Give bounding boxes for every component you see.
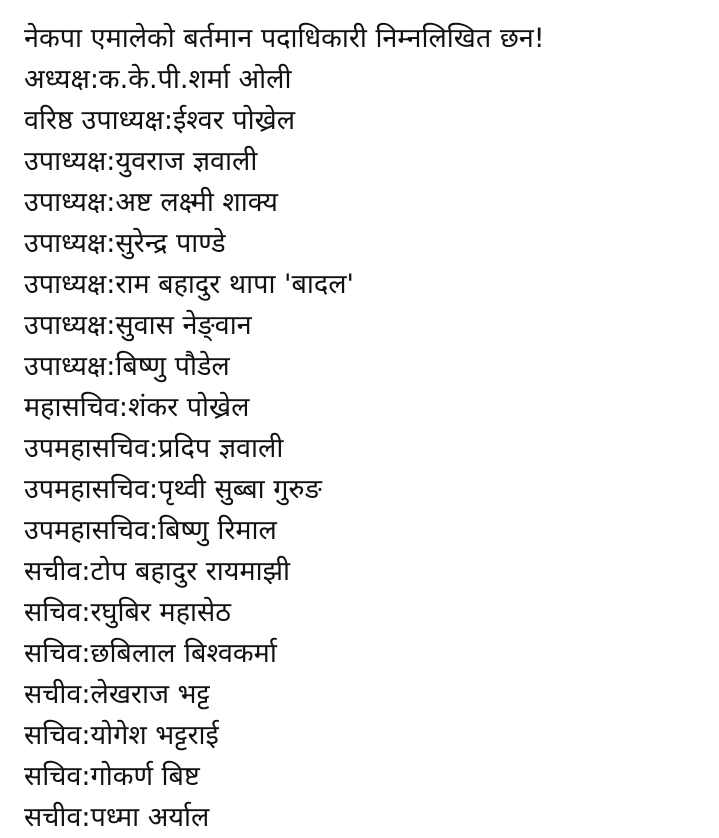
official-name: सुवास नेङ्वान — [115, 310, 252, 341]
official-role: सचीव — [24, 679, 82, 710]
official-entry — [24, 674, 704, 715]
official-entry — [24, 592, 704, 633]
official-entry — [24, 633, 704, 674]
role-name-separator: : — [106, 187, 116, 218]
role-name-separator: : — [149, 433, 159, 464]
official-role: सचीव — [24, 802, 82, 833]
role-name-separator: : — [81, 556, 91, 587]
official-entry — [24, 141, 704, 182]
official-entry — [24, 756, 704, 797]
official-name: बिष्णु पौडेल — [115, 351, 230, 382]
role-name-separator: : — [81, 597, 91, 628]
official-name: टोप बहादुर रायमाझी — [90, 556, 290, 587]
official-name: लेखराज भट्ट — [90, 679, 210, 710]
official-name: अष्ट लक्ष्मी शाक्य — [115, 187, 278, 218]
official-name: छबिलाल बिश्वकर्मा — [90, 638, 277, 669]
official-name: क.के.पी.शर्मा ओली — [98, 64, 292, 95]
role-name-separator: : — [149, 515, 159, 546]
officials-list — [24, 59, 704, 838]
official-role: उपमहासचिव — [24, 474, 150, 505]
official-role: उपाध्यक्ष — [24, 228, 107, 259]
official-name: सुरेन्द्र पाण्डे — [115, 228, 226, 259]
official-entry — [24, 797, 704, 838]
document-heading: नेकपा एमालेको बर्तमान पदाधिकारी निम्नलिखित छन! — [24, 23, 545, 54]
official-entry — [24, 223, 704, 264]
role-name-separator: : — [106, 228, 116, 259]
official-entry — [24, 551, 704, 592]
official-entry — [24, 469, 704, 510]
official-name: शंकर पोख्रेल — [128, 392, 250, 423]
official-entry — [24, 264, 704, 305]
official-name: प्रदिप ज्ञवाली — [158, 433, 284, 464]
official-name: पध्मा अर्याल — [90, 802, 210, 833]
role-name-separator: : — [81, 638, 91, 669]
role-name-separator: : — [149, 474, 159, 505]
official-name: पृथ्वी सुब्बा गुरुङ — [158, 474, 322, 505]
role-name-separator: : — [106, 351, 116, 382]
role-name-separator: : — [118, 392, 128, 423]
official-role: अध्यक्ष — [24, 64, 90, 95]
official-role: उपाध्यक्ष — [24, 310, 107, 341]
official-role: उपमहासचिव — [24, 515, 150, 546]
official-entry — [24, 100, 704, 141]
official-name: रघुबिर महासेठ — [90, 597, 231, 628]
official-role: महासचिव — [24, 392, 119, 423]
role-name-separator: : — [106, 146, 116, 177]
role-name-separator: : — [89, 64, 99, 95]
official-entry — [24, 387, 704, 428]
official-role: सचिव — [24, 761, 82, 792]
official-role: उपाध्यक्ष — [24, 269, 107, 300]
official-role: सचिव — [24, 638, 82, 669]
role-name-separator: : — [81, 679, 91, 710]
official-entry — [24, 305, 704, 346]
role-name-separator: : — [163, 105, 173, 136]
official-role: वरिष्ठ उपाध्यक्ष — [24, 105, 164, 136]
role-name-separator: : — [106, 310, 116, 341]
document-body — [24, 18, 704, 838]
official-entry — [24, 510, 704, 551]
official-role: सचीव — [24, 556, 82, 587]
official-role: उपाध्यक्ष — [24, 187, 107, 218]
role-name-separator: : — [81, 720, 91, 751]
official-role: उपमहासचिव — [24, 433, 150, 464]
official-name: राम बहादुर थापा 'बादल' — [115, 269, 354, 300]
official-entry — [24, 182, 704, 223]
official-role: उपाध्यक्ष — [24, 351, 107, 382]
role-name-separator: : — [81, 802, 91, 833]
official-role: सचिव — [24, 720, 82, 751]
official-role: सचिव — [24, 597, 82, 628]
official-name: गोकर्ण बिष्ट — [90, 761, 200, 792]
official-name: ईश्वर पोख्रेल — [172, 105, 296, 136]
official-name: योगेश भट्टराई — [90, 720, 219, 751]
official-role: उपाध्यक्ष — [24, 146, 107, 177]
role-name-separator: : — [81, 761, 91, 792]
official-name: बिष्णु रिमाल — [158, 515, 277, 546]
role-name-separator: : — [106, 269, 116, 300]
official-entry — [24, 428, 704, 469]
official-entry — [24, 715, 704, 756]
official-entry — [24, 346, 704, 387]
official-entry — [24, 59, 704, 100]
official-name: युवराज ज्ञवाली — [115, 146, 258, 177]
